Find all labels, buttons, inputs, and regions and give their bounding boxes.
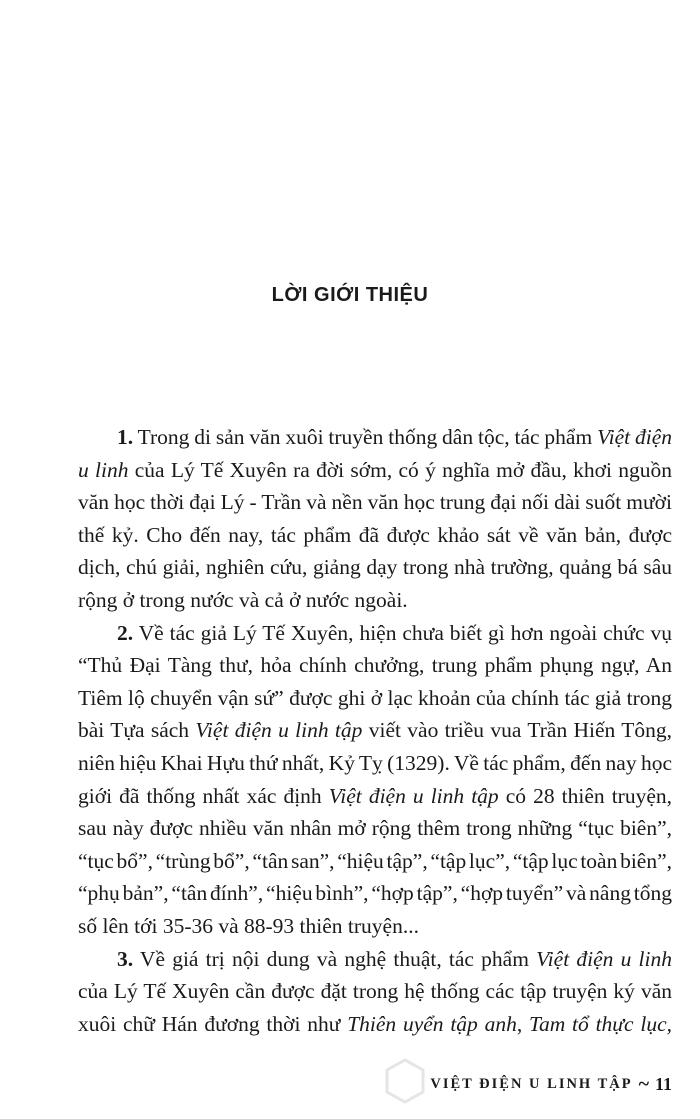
page-footer [430,1073,672,1096]
watermark [385,1058,425,1104]
text-line [78,714,672,747]
text-line [78,910,672,943]
text-line [78,845,672,878]
text-segment: niên hiệu Khai Hựu thứ nhất, Kỷ Tỵ (1329). Về tác phẩm, đến nay học [78,750,672,775]
text-segment: của Lý Tế Xuyên cần được đặt trong hệ thống các tập truyện ký văn [78,979,672,1004]
text-line [78,943,672,976]
text-segment: Trong di sản văn xuôi truyền thống dân tộc, tác phẩm [133,425,598,449]
text-line [78,519,672,552]
text-segment: “phụ bản”, “tân đính”, “hiệu bình”, “hợp tập”, “hợp tuyển” và nâng tổng [78,881,672,906]
text-line [78,747,672,780]
italic-title-text: Thiên uyển tập anh [347,1011,517,1036]
text-line [78,682,672,715]
text-segment: số lên tới 35-36 và 88-93 thiên truyện... [78,913,419,938]
text-segment: Về giá trị nội dung và nghệ thuật, tác phẩm [133,946,537,971]
text-line [78,975,672,1008]
text-line [78,649,672,682]
text-segment: rộng ở trong nước và cả ở nước ngoài. [78,587,408,612]
text-segment: , [516,1011,530,1036]
text-line [78,617,672,650]
text-segment: thế kỷ. Cho đến nay, tác phẩm đã được khảo sát về văn bản, được [78,522,672,547]
text-segment: của Lý Tế Xuyên ra đời sớm, có ý nghĩa mở đầu, khơi nguồn [128,457,672,482]
text-segment: xuôi chữ Hán đương thời như [78,1011,348,1036]
text-segment: bài Tựa sách [78,718,196,743]
text-segment: Tiêm lộ chuyển vận sứ” được ghi ở lạc khoản của chính tác giả trong [78,685,672,710]
chapter-title: LỜI GIỚI THIỆU [271,284,429,306]
text-segment: dịch, chú giải, nghiên cứu, giảng dạy trong nhà trường, quảng bá sâu [78,555,672,580]
section-number: 3. [117,946,134,971]
text-segment: giới đã thống nhất xác định [78,783,329,808]
section-number: 1. [117,425,134,449]
italic-title-text: Việt điện u linh tập [195,718,363,743]
text-segment: “Thủ Đại Tàng thư, hỏa chính chưởng, trung phẩm phụng ngự, An [78,653,672,678]
italic-title-text: u linh [78,457,129,482]
text-line [78,812,672,845]
text-segment: “tục bổ”, “trùng bổ”, “tân san”, “hiệu tập”, “tập lục”, “tập lục toàn biên”, [78,848,672,873]
running-title: VIỆT ĐIỆN U LINH TẬP [430,1076,633,1092]
section-number: 2. [117,620,134,645]
text-segment: Về tác giả Lý Tế Xuyên, hiện chưa biết gì hơn ngoài chức vụ [133,620,672,645]
text-segment: có 28 thiên truyện, [498,783,672,808]
italic-title-text: Việt điện u linh [536,946,672,971]
italic-title-text: Việt điện u linh tập [328,783,499,808]
text-line [78,421,672,454]
page-number: 11 [654,1074,672,1094]
text-line [78,486,672,519]
text-line [78,877,672,910]
text-line [78,780,672,813]
italic-title-text: Tam tổ thực lục, [529,1011,672,1036]
text-line [78,454,672,487]
text-line [78,584,672,617]
footer-separator: ~ [638,1073,649,1095]
text-line [78,1008,672,1041]
italic-title-text: Việt điện [597,425,672,449]
watermark-logo-icon [385,1058,425,1104]
body-text [78,421,672,1040]
text-segment: sau này được nhiều văn nhân mở rộng thêm trong những “tục biên”, [78,816,672,841]
text-segment: văn học thời đại Lý - Trần và nền văn học trung đại nối dài suốt mười [78,490,672,515]
text-line [78,551,672,584]
text-segment: viết vào triều vua Trần Hiến Tông, [362,718,672,743]
